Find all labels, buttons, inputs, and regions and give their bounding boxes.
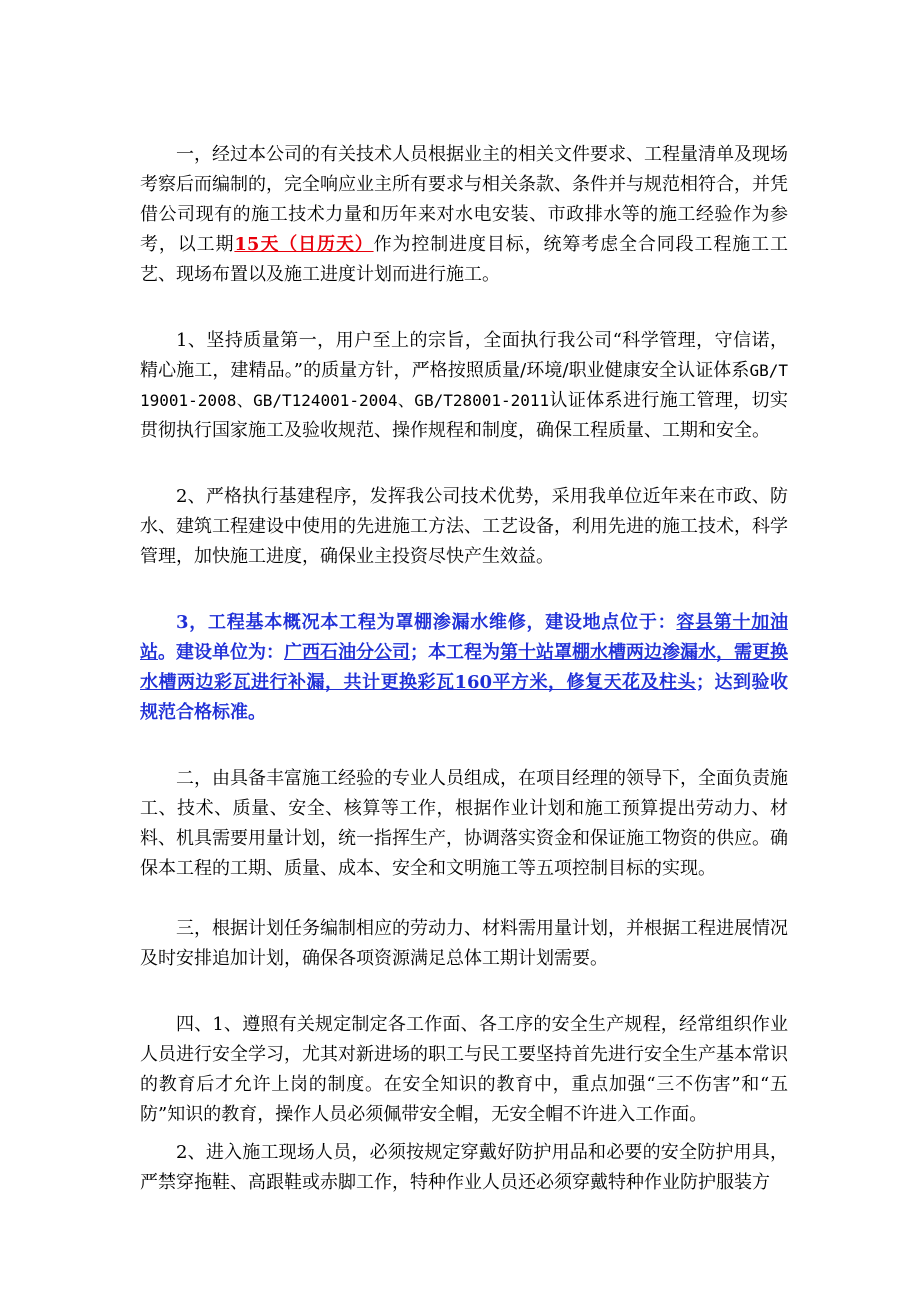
overview-part-3: ，建设地点位于： — [526, 612, 677, 633]
paragraph-6: 三，根据计划任务编制相应的劳动力、材料需用量计划，并根据工程进展情况及时安排追加计划，确保各项资源满足总体工期计划需要。 — [140, 918, 788, 969]
overview-owner: 广西石油分公司 — [284, 642, 410, 663]
paragraph-2 — [140, 326, 788, 446]
standards-list: GB/T19001-2008、GB/T124001-2004、GB/T28001-2011 — [140, 361, 788, 410]
p2-text-after: 认证体系进行施工管理，切实贯彻执行国家施工及验收规范、操作规程和制度，确保工程质量、工期和安全。 — [140, 390, 788, 441]
overview-part-7: ；本工程为 — [410, 642, 500, 663]
spacer — [140, 572, 788, 608]
overview-part-9: ；达到验收规范合格标准。 — [140, 672, 789, 723]
spacer — [140, 446, 788, 482]
spacer — [140, 884, 788, 914]
p1-text-after: 作为控制进度目标，统筹考虑全合同段工程施工工艺、现场布置以及施工进度计划而进行施工。 — [140, 234, 788, 285]
overview-part-1: 3，工程基本概况本工程为 — [176, 612, 396, 633]
overview-location: 容县第十加油站 — [140, 612, 789, 663]
project-overview-paragraph — [140, 608, 788, 728]
paragraph-1 — [140, 140, 788, 290]
paragraph-7: 四、1、遵照有关规定制定各工作面、各工序的安全生产规程，经常组织作业人员进行安全学习，尤其对新进场的职工与民工要坚持首先进行安全生产基本常识的教育后才允许上岗的制度。在安全知识的教育中，重点加强“三不伤害”和“五防”知识的教育，操作人员必须佩带安全帽，无安全帽不许进入工作面。 — [140, 1014, 788, 1125]
schedule-highlight: 15天（日历天） — [234, 234, 374, 255]
paragraph-8: 2、进入施工现场人员，必须按规定穿戴好防护用品和必要的安全防护用具，严禁穿拖鞋、高跟鞋或赤脚工作，特种作业人员还必须穿戴特种作业防护服装方 — [140, 1142, 788, 1193]
overview-scope: 第十站罩棚水槽两边渗漏水，需更换水槽两边彩瓦进行补漏，共计更换彩瓦160平方米，修复天花及柱头 — [140, 642, 788, 693]
spacer — [140, 974, 788, 1010]
overview-project-name: 罩棚渗漏水维修 — [395, 612, 527, 633]
p2-text-before: 1、坚持质量第一，用户至上的宗旨，全面执行我公司“科学管理，守信诺，精心施工，建精品。”的质量方针，严格按照质量/环境/职业健康安全认证体系 — [140, 330, 788, 381]
spacer — [140, 728, 788, 764]
spacer — [140, 1130, 788, 1138]
p1-text-before: 一，经过本公司的有关技术人员根据业主的相关文件要求、工程量清单及现场考察后而编制的，完全响应业主所有要求与相关条款、条件并与规范相符合，并凭借公司现有的施工技术力量和历年来对水电安装、市政排水等的施工经验作为参考，以工期 — [140, 144, 788, 255]
paragraph-5: 二，由具备丰富施工经验的专业人员组成，在项目经理的领导下，全面负责施工、技术、质量、安全、核算等工作，根据作业计划和施工预算提出劳动力、材料、机具需要用量计划，统一指挥生产，协调落实资金和保证施工物资的供应。确保本工程的工期、质量、成本、安全和文明施工等五项控制目标的实现。 — [140, 768, 788, 879]
paragraph-3: 2、严格执行基建程序，发挥我公司技术优势，采用我单位近年来在市政、防水、建筑工程建设中使用的先进施工方法、工艺设备，利用先进的施工技术，科学管理，加快施工进度，确保业主投资尽快产生效益。 — [140, 486, 788, 567]
document-page — [140, 140, 788, 1198]
overview-part-5: 。建设单位为： — [158, 642, 284, 663]
spacer — [140, 290, 788, 326]
